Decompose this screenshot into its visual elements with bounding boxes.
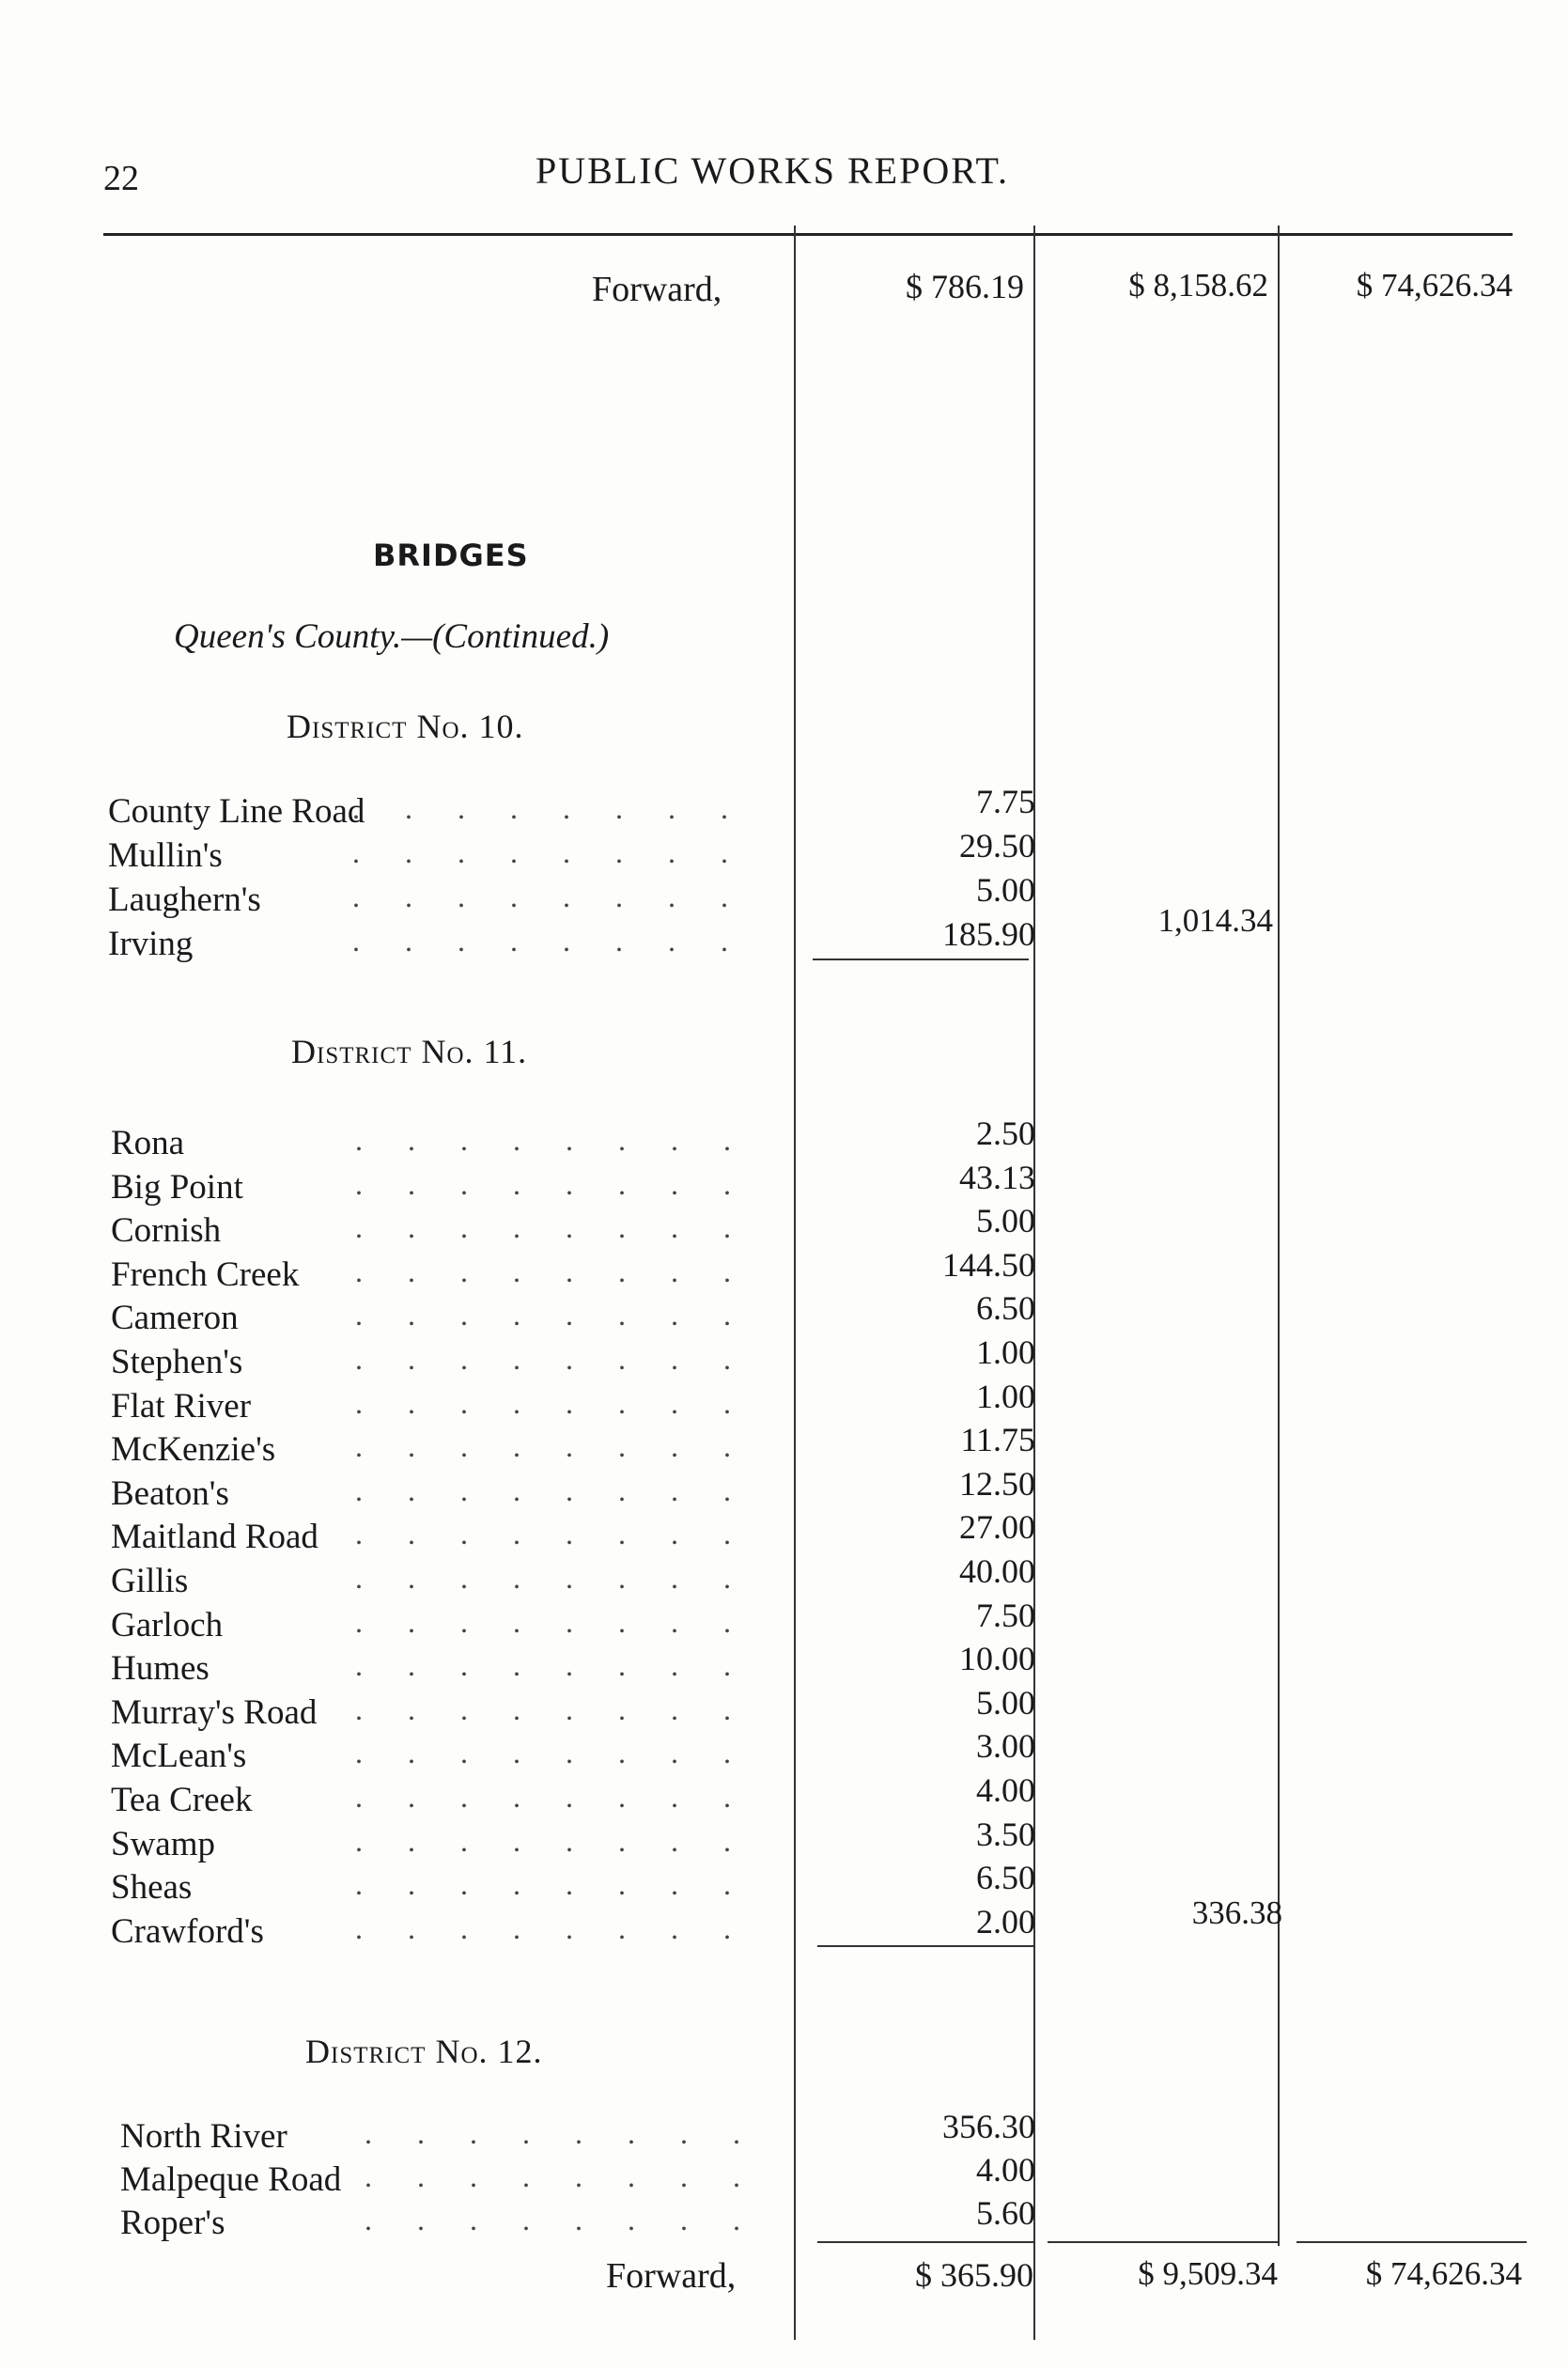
item-name: Murray's Road (111, 1692, 318, 1732)
item-name: Roper's (120, 2204, 225, 2242)
forward-bottom-col2: $ 9,509.34 (1138, 2255, 1278, 2292)
item-amount: 144.50 (942, 1245, 1035, 1284)
district-heading: District No. 10. (287, 708, 524, 745)
list-item (0, 1114, 1568, 1166)
item-name: Swamp (111, 1824, 215, 1863)
item-name: McLean's (111, 1737, 247, 1776)
item-amount: 6.50 (976, 1289, 1035, 1328)
leader-dots: . . . . . . . . (355, 1736, 750, 1770)
leader-dots: . . . . . . . . (355, 1823, 750, 1858)
item-amount: 7.50 (976, 1596, 1035, 1634)
leader-dots: . . . . . . . . (355, 1561, 750, 1595)
list-item (0, 1377, 1568, 1429)
item-amount: 1.00 (976, 1333, 1035, 1371)
leader-dots: . . . . . . . . (352, 835, 747, 869)
district-11-subtotal: 336.38 (1191, 1894, 1282, 1931)
list-item (0, 1289, 1568, 1341)
forward-label-bottom: Forward, (606, 2256, 737, 2296)
leader-dots: . . . . . . . . (352, 880, 747, 913)
item-amount: 5.00 (976, 871, 1035, 909)
district-11-total-rule (817, 1945, 1033, 1947)
item-amount: 2.00 (976, 1902, 1035, 1940)
list-item (0, 827, 1568, 879)
item-name: Humes (111, 1649, 210, 1689)
item-name: Rona (111, 1124, 185, 1162)
item-name: McKenzie's (111, 1430, 276, 1470)
item-amount: 11.75 (960, 1421, 1035, 1459)
leader-dots: . . . . . . . . (355, 1691, 750, 1726)
item-name: Sheas (111, 1868, 193, 1908)
item-name: North River (120, 2117, 287, 2156)
item-amount: 27.00 (959, 1508, 1035, 1547)
list-item (0, 1333, 1568, 1385)
list-item (0, 1508, 1568, 1560)
item-amount: 5.00 (976, 1683, 1035, 1722)
item-amount: 3.00 (976, 1727, 1035, 1766)
item-amount: 3.50 (976, 1815, 1035, 1853)
item-name: Maitland Road (111, 1518, 318, 1557)
item-name: Cornish (111, 1211, 222, 1251)
subsection-title: Queen's County.—(Continued.) (174, 617, 610, 656)
leader-dots: . . . . . . . . (352, 924, 747, 958)
forward-top-col3: $ 74,626.34 (1356, 267, 1513, 304)
list-item (0, 1902, 1568, 1955)
item-name: Cameron (111, 1299, 239, 1338)
leader-dots: . . . . . . . . (355, 1123, 750, 1157)
leader-dots: . . . . . . . . (355, 1254, 750, 1288)
list-item (0, 2108, 1568, 2159)
forward-bottom-rule-1 (817, 2241, 1033, 2243)
list-item (0, 1771, 1568, 1823)
list-item (0, 1815, 1568, 1867)
item-amount: 4.00 (976, 1771, 1035, 1809)
leader-dots: . . . . . . . . (365, 2159, 759, 2193)
item-amount: 40.00 (959, 1552, 1035, 1590)
header-rule (103, 233, 1513, 236)
list-item (0, 1421, 1568, 1473)
list-item (0, 1596, 1568, 1648)
list-item (0, 1464, 1568, 1517)
list-item (0, 1859, 1568, 1910)
list-item (0, 783, 1568, 834)
leader-dots: . . . . . . . . (355, 1298, 750, 1333)
item-name: Stephen's (111, 1343, 243, 1381)
item-name: Garloch (111, 1605, 224, 1644)
leader-dots: . . . . . . . . (355, 1648, 750, 1683)
list-item (0, 871, 1568, 923)
item-name: Gillis (111, 1562, 189, 1600)
leader-dots: . . . . . . . . (355, 1429, 750, 1464)
item-amount: 5.00 (976, 1202, 1035, 1240)
list-item (0, 2194, 1568, 2246)
item-amount: 2.50 (976, 1114, 1035, 1152)
leader-dots: . . . . . . . . (355, 1867, 750, 1902)
district-heading: District No. 11. (291, 1033, 528, 1070)
list-item (0, 1202, 1568, 1254)
item-amount: 29.50 (959, 827, 1035, 865)
leader-dots: . . . . . . . . (355, 1604, 750, 1639)
item-amount: 10.00 (959, 1640, 1035, 1678)
item-name: Laughern's (108, 881, 261, 919)
leader-dots: . . . . . . . . (365, 2116, 759, 2150)
item-name: Tea Creek (111, 1781, 253, 1819)
district-10-total-rule (813, 959, 1029, 960)
item-amount: 1.00 (976, 1377, 1035, 1415)
forward-top-col1: $ 786.19 (906, 268, 1024, 305)
item-amount: 6.50 (976, 1859, 1035, 1897)
item-name: Crawford's (111, 1911, 264, 1951)
section-title: BRIDGES (373, 538, 529, 573)
leader-dots: . . . . . . . . (355, 1910, 750, 1945)
item-amount: 185.90 (942, 915, 1035, 953)
forward-bottom-col1: $ 365.90 (915, 2256, 1033, 2294)
item-name: French Creek (111, 1255, 300, 1294)
item-name: County Line Road (108, 792, 365, 831)
item-name: Mullin's (108, 836, 223, 875)
leader-dots: . . . . . . . . (355, 1473, 750, 1507)
item-amount: 4.00 (976, 2151, 1035, 2189)
forward-bottom-col3: $ 74,626.34 (1365, 2255, 1522, 2292)
district-10-subtotal: 1,014.34 (1157, 902, 1273, 939)
page-number: 22 (103, 159, 139, 198)
leader-dots: . . . . . . . . (355, 1210, 750, 1245)
item-amount: 43.13 (959, 1158, 1035, 1196)
item-amount: 12.50 (959, 1464, 1035, 1503)
item-name: Big Point (111, 1167, 243, 1207)
list-item (0, 1552, 1568, 1604)
forward-top-col2: $ 8,158.62 (1128, 267, 1268, 304)
forward-bottom-rule-3 (1296, 2241, 1527, 2243)
item-name: Irving (108, 925, 194, 963)
item-name: Beaton's (111, 1473, 229, 1513)
list-item (0, 1245, 1568, 1298)
list-item (0, 1158, 1568, 1210)
leader-dots: . . . . . . . . (355, 1780, 750, 1814)
forward-label-top: Forward, (592, 270, 722, 309)
leader-dots: . . . . . . . . (355, 1517, 750, 1551)
leader-dots: . . . . . . . . (355, 1385, 750, 1420)
district-heading: District No. 12. (305, 2033, 543, 2070)
item-name: Flat River (111, 1386, 252, 1426)
list-item (0, 2151, 1568, 2203)
leader-dots: . . . . . . . . (352, 791, 747, 825)
list-item (0, 1683, 1568, 1736)
leader-dots: . . . . . . . . (355, 1342, 750, 1376)
item-name: Malpeque Road (120, 2160, 342, 2199)
item-amount: 5.60 (976, 2194, 1035, 2232)
leader-dots: . . . . . . . . (355, 1166, 750, 1201)
list-item (0, 1640, 1568, 1691)
running-title: PUBLIC WORKS REPORT. (536, 149, 1009, 192)
list-item (0, 1727, 1568, 1779)
forward-bottom-rule-2 (1048, 2241, 1278, 2243)
leader-dots: . . . . . . . . (365, 2203, 759, 2237)
item-amount: 356.30 (942, 2108, 1035, 2145)
item-amount: 7.75 (976, 783, 1035, 820)
